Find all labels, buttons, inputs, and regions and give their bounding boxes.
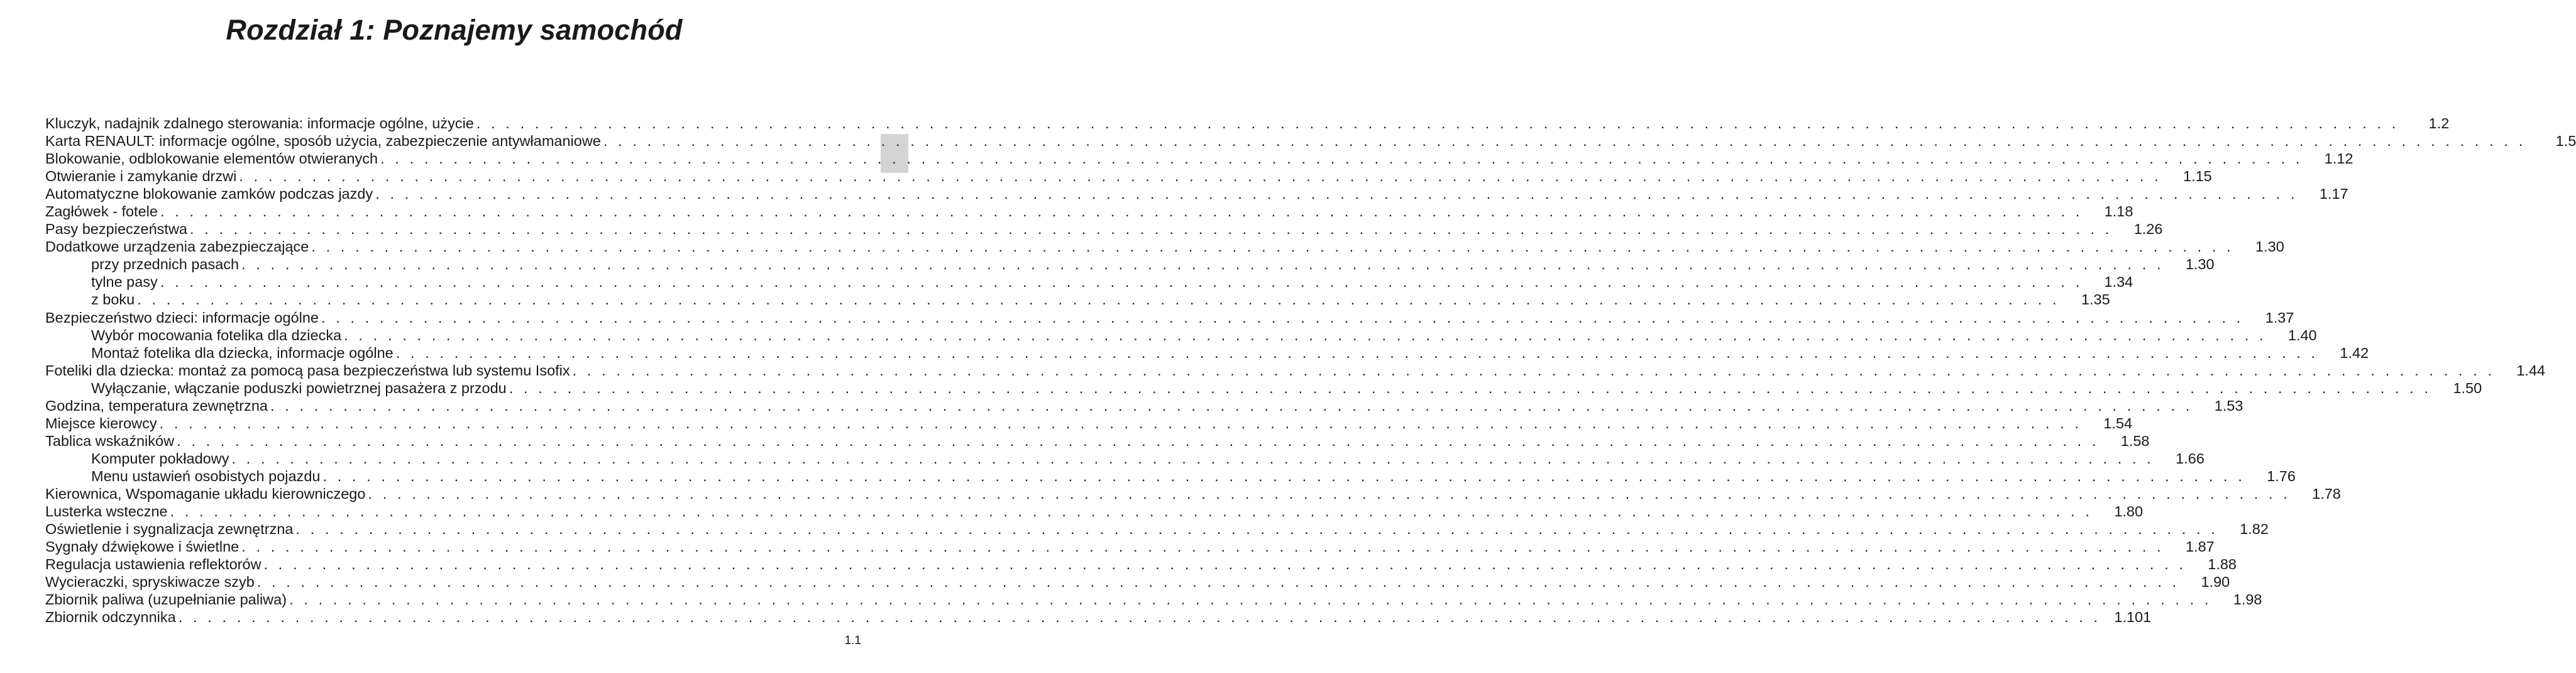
toc-entry-label: Otwieranie i zamykanie drzwi — [45, 168, 237, 185]
toc-leader-dots: . . . . . . . . . . . . . . . . . . . . . . . . . . . . . . . . . . . . . . . . . . . . . . . . . . . . . . . . . . . . . . . . . . . . . . . . . . . . . . . . . . . . . . . . . . . . . . . . . . . . . . . . . . . . . . . . . . . . . . . . . . . . . . . . . . . . — [189, 221, 2113, 238]
toc-entry-page: 1.5 — [2555, 133, 2576, 150]
toc-entry[interactable] — [45, 538, 2215, 555]
toc-entry-label: Tablica wskaźników — [45, 432, 175, 449]
toc-leader-dots: . . . . . . . . . . . . . . . . . . . . . . . . . . . . . . . . . . . . . . . . . . . . . . . . . . . . . . . . . . . . . . . . . . . . . . . . . . . . . . . . . . . . . . . . . . . . . . . . . . . . . . . . . . . . . . . . . . . . . . . . . . . . . . . . . . . . — [270, 397, 2193, 414]
toc-leader-dots: . . . . . . . . . . . . . . . . . . . . . . . . . . . . . . . . . . . . . . . . . . . . . . . . . . . . . . . . . . . . . . . . . . . . . . . . . . . . . . . . . . . . . . . . . . . . . . . . . . . . . . . . . . . . . . . . . . . . . . . . . . . . . . . . . . . . — [159, 414, 2083, 431]
toc-entry-label: Wybór mocowania fotelika dla dziecka — [91, 326, 342, 343]
toc-entry-label: Pasy bezpieczeństwa — [45, 221, 187, 238]
toc-entry-label: Automatyczne blokowanie zamków podczas jazdy — [45, 186, 373, 203]
toc-entry[interactable] — [45, 397, 2243, 414]
toc-entry[interactable] — [45, 132, 2576, 150]
toc-entry[interactable] — [45, 555, 2237, 573]
toc-leader-dots: . . . . . . . . . . . . . . . . . . . . . . . . . . . . . . . . . . . . . . . . . . . . . . . . . . . . . . . . . . . . . . . . . . . . . . . . . . . . . . . . . . . . . . . . . . . . . . . . . . . . . . . . . . . . . . . . . . . . . . . . . . . . . . . . . . . . — [572, 362, 2496, 379]
toc-leader-dots: . . . . . . . . . . . . . . . . . . . . . . . . . . . . . . . . . . . . . . . . . . . . . . . . . . . . . . . . . . . . . . . . . . . . . . . . . . . . . . . . . . . . . . . . . . . . . . . . . . . . . . . . . . . . . . . . . . . . . . . . . . . . . . . . . . . . — [231, 450, 2154, 467]
toc-entry-page: 1.78 — [2312, 485, 2341, 502]
toc-entry-label: Sygnały dźwiękowe i świetlne — [45, 538, 239, 555]
toc-entry-label: tylne pasy — [91, 274, 158, 291]
toc-leader-dots: . . . . . . . . . . . . . . . . . . . . . . . . . . . . . . . . . . . . . . . . . . . . . . . . . . . . . . . . . . . . . . . . . . . . . . . . . . . . . . . . . . . . . . . . . . . . . . . . . . . . . . . . . . . . . . . . . . . . . . . . . . . . . . . . . . . . — [241, 256, 2164, 273]
toc-leader-dots: . . . . . . . . . . . . . . . . . . . . . . . . . . . . . . . . . . . . . . . . . . . . . . . . . . . . . . . . . . . . . . . . . . . . . . . . . . . . . . . . . . . . . . . . . . . . . . . . . . . . . . . . . . . . . . . . . . . . . . . . . . . . . . . . . . . . — [177, 432, 2100, 449]
toc-entry-page: 1.42 — [2340, 344, 2369, 361]
toc-entry-label: Karta RENAULT: informacje ogólne, sposób użycia, zabezpieczenie antywłamaniowe — [45, 133, 601, 150]
toc-entry-page: 1.30 — [2185, 256, 2215, 273]
toc-entry-label: Zagłówek - fotele — [45, 203, 158, 220]
toc-entry-page: 1.18 — [2104, 203, 2133, 220]
toc-entry[interactable] — [45, 291, 2110, 308]
toc-entry[interactable] — [45, 344, 2369, 362]
toc-entry-label: Wycieraczki, spryskiwacze szyb — [45, 574, 255, 591]
toc-leader-dots: . . . . . . . . . . . . . . . . . . . . . . . . . . . . . . . . . . . . . . . . . . . . . . . . . . . . . . . . . . . . . . . . . . . . . . . . . . . . . . . . . . . . . . . . . . . . . . . . . . . . . . . . . . . . . . . . . . . . . . . . . . . . . . . . . . . . — [160, 274, 2083, 291]
toc-leader-dots: . . . . . . . . . . . . . . . . . . . . . . . . . . . . . . . . . . . . . . . . . . . . . . . . . . . . . . . . . . . . . . . . . . . . . . . . . . . . . . . . . . . . . . . . . . . . . . . . . . . . . . . . . . . . . . . . . . . . . . . . . . . . . . . . . . . . — [178, 609, 2101, 626]
toc-entry-page: 1.40 — [2287, 326, 2317, 343]
toc-leader-dots: . . . . . . . . . . . . . . . . . . . . . . . . . . . . . . . . . . . . . . . . . . . . . . . . . . . . . . . . . . . . . . . . . . . . . . . . . . . . . . . . . . . . . . . . . . . . . . . . . . . . . . . . . . . . . . . . . . . . . . . . . . . . . . . . . . . . — [239, 168, 2162, 185]
toc-leader-dots: . . . . . . . . . . . . . . . . . . . . . . . . . . . . . . . . . . . . . . . . . . . . . . . . . . . . . . . . . . . . . . . . . . . . . . . . . . . . . . . . . . . . . . . . . . . . . . . . . . . . . . . . . . . . . . . . . . . . . . . . . . . . . . . . . . . . — [395, 344, 2319, 361]
toc-entry-page: 1.26 — [2133, 221, 2163, 238]
toc-entry-label: Kierownica, Wspomaganie układu kierowniczego — [45, 485, 366, 502]
toc-leader-dots: . . . . . . . . . . . . . . . . . . . . . . . . . . . . . . . . . . . . . . . . . . . . . . . . . . . . . . . . . . . . . . . . . . . . . . . . . . . . . . . . . . . . . . . . . . . . . . . . . . . . . . . . . . . . . . . . . . . . . . . . . . . . . . . . . . . . — [603, 133, 2526, 150]
toc-entry[interactable] — [45, 167, 2212, 185]
toc-leader-dots: . . . . . . . . . . . . . . . . . . . . . . . . . . . . . . . . . . . . . . . . . . . . . . . . . . . . . . . . . . . . . . . . . . . . . . . . . . . . . . . . . . . . . . . . . . . . . . . . . . . . . . . . . . . . . . . . . . . . . . . . . . . . . . . . . . . . — [380, 150, 2303, 167]
toc-entry[interactable] — [45, 573, 2230, 591]
toc-entry[interactable] — [45, 608, 2152, 626]
toc-entry-page: 1.82 — [2240, 521, 2269, 538]
toc-entry[interactable] — [45, 485, 2341, 503]
toc-entry[interactable] — [45, 379, 2482, 397]
toc-entry-page: 1.98 — [2233, 591, 2262, 608]
toc-entry[interactable] — [45, 220, 2163, 238]
toc-entry[interactable] — [45, 273, 2133, 291]
toc-entry-page: 1.50 — [2453, 379, 2482, 396]
toc-leader-dots: . . . . . . . . . . . . . . . . . . . . . . . . . . . . . . . . . . . . . . . . . . . . . . . . . . . . . . . . . . . . . . . . . . . . . . . . . . . . . . . . . . . . . . . . . . . . . . . . . . . . . . . . . . . . . . . . . . . . . . . . . . . . . . . . . . . . — [295, 521, 2218, 538]
toc-leader-dots: . . . . . . . . . . . . . . . . . . . . . . . . . . . . . . . . . . . . . . . . . . . . . . . . . . . . . . . . . . . . . . . . . . . . . . . . . . . . . . . . . . . . . . . . . . . . . . . . . . . . . . . . . . . . . . . . . . . . . . . . . . . . . . . . . . . . — [375, 186, 2298, 203]
toc-entry-page: 1.2 — [2428, 115, 2450, 131]
toc-leader-dots: . . . . . . . . . . . . . . . . . . . . . . . . . . . . . . . . . . . . . . . . . . . . . . . . . . . . . . . . . . . . . . . . . . . . . . . . . . . . . . . . . . . . . . . . . . . . . . . . . . . . . . . . . . . . . . . . . . . . . . . . . . . . . . . . . . . . — [137, 291, 2060, 308]
toc-entry[interactable] — [45, 432, 2150, 450]
toc-entry-page: 1.37 — [2265, 309, 2294, 326]
toc-entry-page: 1.87 — [2185, 538, 2215, 555]
toc-entry-label: Menu ustawień osobistych pojazdu — [91, 467, 321, 484]
toc-entry-page: 1.12 — [2324, 150, 2353, 167]
toc-entry-label: Montaż fotelika dla dziecka, informacje ogólne — [91, 344, 394, 361]
toc-leader-dots: . . . . . . . . . . . . . . . . . . . . . . . . . . . . . . . . . . . . . . . . . . . . . . . . . . . . . . . . . . . . . . . . . . . . . . . . . . . . . . . . . . . . . . . . . . . . . . . . . . . . . . . . . . . . . . . . . . . . . . . . . . . . . . . . . . . . — [509, 379, 2432, 396]
toc-leader-dots: . . . . . . . . . . . . . . . . . . . . . . . . . . . . . . . . . . . . . . . . . . . . . . . . . . . . . . . . . . . . . . . . . . . . . . . . . . . . . . . . . . . . . . . . . . . . . . . . . . . . . . . . . . . . . . . . . . . . . . . . . . . . . . . . . . . . — [368, 485, 2291, 502]
toc-entry-page: 1.90 — [2201, 574, 2230, 591]
toc-entry[interactable] — [45, 255, 2215, 273]
toc-entry-page: 1.35 — [2081, 291, 2110, 308]
toc-entry-page: 1.54 — [2103, 414, 2133, 431]
toc-entry[interactable] — [45, 185, 2348, 203]
table-of-contents — [45, 114, 2576, 626]
toc-leader-dots: . . . . . . . . . . . . . . . . . . . . . . . . . . . . . . . . . . . . . . . . . . . . . . . . . . . . . . . . . . . . . . . . . . . . . . . . . . . . . . . . . . . . . . . . . . . . . . . . . . . . . . . . . . . . . . . . . . . . . . . . . . . . . . . . . . . . — [344, 326, 2267, 343]
toc-entry-label: Regulacja ustawienia reflektorów — [45, 556, 261, 573]
toc-entry-label: Oświetlenie i sygnalizacja zewnętrzna — [45, 521, 294, 538]
toc-entry-page: 1.76 — [2267, 467, 2296, 484]
toc-leader-dots: . . . . . . . . . . . . . . . . . . . . . . . . . . . . . . . . . . . . . . . . . . . . . . . . . . . . . . . . . . . . . . . . . . . . . . . . . . . . . . . . . . . . . . . . . . . . . . . . . . . . . . . . . . . . . . . . . . . . . . . . . . . . . . . . . . . . — [476, 115, 2399, 131]
toc-entry[interactable] — [45, 238, 2284, 255]
toc-entry[interactable] — [45, 309, 2294, 326]
toc-entry[interactable] — [45, 114, 2450, 132]
toc-leader-dots: . . . . . . . . . . . . . . . . . . . . . . . . . . . . . . . . . . . . . . . . . . . . . . . . . . . . . . . . . . . . . . . . . . . . . . . . . . . . . . . . . . . . . . . . . . . . . . . . . . . . . . . . . . . . . . . . . . . . . . . . . . . . . . . . . . . . — [263, 556, 2186, 573]
toc-entry-page: 1.44 — [2516, 362, 2546, 379]
toc-entry[interactable] — [45, 503, 2144, 520]
toc-entry-page: 1.88 — [2208, 556, 2237, 573]
toc-entry-label: Bezpieczeństwo dzieci: informacje ogólne — [45, 309, 319, 326]
toc-entry-label: Lusterka wsteczne — [45, 503, 168, 520]
toc-leader-dots: . . . . . . . . . . . . . . . . . . . . . . . . . . . . . . . . . . . . . . . . . . . . . . . . . . . . . . . . . . . . . . . . . . . . . . . . . . . . . . . . . . . . . . . . . . . . . . . . . . . . . . . . . . . . . . . . . . . . . . . . . . . . . . . . . . . . — [170, 503, 2093, 520]
toc-entry-page: 1.53 — [2214, 397, 2243, 414]
toc-entry-label: Zbiornik paliwa (uzupełnianie paliwa) — [45, 591, 287, 608]
toc-entry-label: przy przednich pasach — [91, 256, 239, 273]
toc-entry-label: Dodatkowe urządzenia zabezpieczające — [45, 238, 309, 255]
toc-leader-dots: . . . . . . . . . . . . . . . . . . . . . . . . . . . . . . . . . . . . . . . . . . . . . . . . . . . . . . . . . . . . . . . . . . . . . . . . . . . . . . . . . . . . . . . . . . . . . . . . . . . . . . . . . . . . . . . . . . . . . . . . . . . . . . . . . . . . — [241, 538, 2164, 555]
toc-leader-dots: . . . . . . . . . . . . . . . . . . . . . . . . . . . . . . . . . . . . . . . . . . . . . . . . . . . . . . . . . . . . . . . . . . . . . . . . . . . . . . . . . . . . . . . . . . . . . . . . . . . . . . . . . . . . . . . . . . . . . . . . . . . . . . . . . . . . — [311, 238, 2234, 255]
toc-entry-page: 1.17 — [2319, 186, 2348, 203]
toc-entry-label: Kluczyk, nadajnik zdalnego sterowania: informacje ogólne, użycie — [45, 115, 474, 131]
toc-entry-label: Foteliki dla dziecka: montaż za pomocą pasa bezpieczeństwa lub systemu Isofix — [45, 362, 570, 379]
toc-leader-dots: . . . . . . . . . . . . . . . . . . . . . . . . . . . . . . . . . . . . . . . . . . . . . . . . . . . . . . . . . . . . . . . . . . . . . . . . . . . . . . . . . . . . . . . . . . . . . . . . . . . . . . . . . . . . . . . . . . . . . . . . . . . . . . . . . . . . — [321, 309, 2244, 326]
toc-entry-label: Godzina, temperatura zewnętrzna — [45, 397, 268, 414]
toc-entry-label: z boku — [91, 291, 135, 308]
toc-entry[interactable] — [45, 150, 2353, 167]
toc-entry-page: 1.66 — [2176, 450, 2204, 467]
toc-entry-label: Zbiornik odczynnika — [45, 609, 176, 626]
toc-entry[interactable] — [45, 203, 2133, 220]
page-number: 1.1 — [844, 634, 861, 647]
chapter-title: Rozdział 1: Poznajemy samochód — [226, 14, 683, 46]
toc-entry[interactable] — [45, 467, 2296, 485]
toc-entry[interactable] — [45, 326, 2317, 344]
toc-entry-label: Komputer pokładowy — [91, 450, 229, 467]
toc-leader-dots: . . . . . . . . . . . . . . . . . . . . . . . . . . . . . . . . . . . . . . . . . . . . . . . . . . . . . . . . . . . . . . . . . . . . . . . . . . . . . . . . . . . . . . . . . . . . . . . . . . . . . . . . . . . . . . . . . . . . . . . . . . . . . . . . . . . . — [322, 467, 2245, 484]
toc-entry-page: 1.34 — [2104, 274, 2133, 291]
toc-entry[interactable] — [45, 414, 2133, 432]
toc-entry-page: 1.15 — [2183, 168, 2212, 185]
toc-entry[interactable] — [45, 362, 2546, 379]
toc-entry[interactable] — [45, 450, 2204, 467]
toc-entry-page: 1.80 — [2114, 503, 2144, 520]
toc-entry-page: 1.58 — [2120, 432, 2150, 449]
toc-entry[interactable] — [45, 520, 2269, 538]
toc-leader-dots: . . . . . . . . . . . . . . . . . . . . . . . . . . . . . . . . . . . . . . . . . . . . . . . . . . . . . . . . . . . . . . . . . . . . . . . . . . . . . . . . . . . . . . . . . . . . . . . . . . . . . . . . . . . . . . . . . . . . . . . . . . . . . . . . . . . . — [256, 574, 2180, 591]
toc-entry[interactable] — [45, 591, 2262, 608]
toc-entry-label: Miejsce kierowcy — [45, 414, 157, 431]
toc-leader-dots: . . . . . . . . . . . . . . . . . . . . . . . . . . . . . . . . . . . . . . . . . . . . . . . . . . . . . . . . . . . . . . . . . . . . . . . . . . . . . . . . . . . . . . . . . . . . . . . . . . . . . . . . . . . . . . . . . . . . . . . . . . . . . . . . . . . . — [289, 591, 2212, 608]
toc-entry-label: Blokowanie, odblokowanie elementów otwieranych — [45, 150, 378, 167]
toc-leader-dots: . . . . . . . . . . . . . . . . . . . . . . . . . . . . . . . . . . . . . . . . . . . . . . . . . . . . . . . . . . . . . . . . . . . . . . . . . . . . . . . . . . . . . . . . . . . . . . . . . . . . . . . . . . . . . . . . . . . . . . . . . . . . . . . . . . . . — [160, 203, 2083, 220]
toc-entry-page: 1.101 — [2114, 609, 2152, 626]
toc-entry-page: 1.30 — [2255, 238, 2284, 255]
toc-entry-label: Wyłączanie, włączanie poduszki powietrznej pasażera z przodu — [91, 379, 507, 396]
